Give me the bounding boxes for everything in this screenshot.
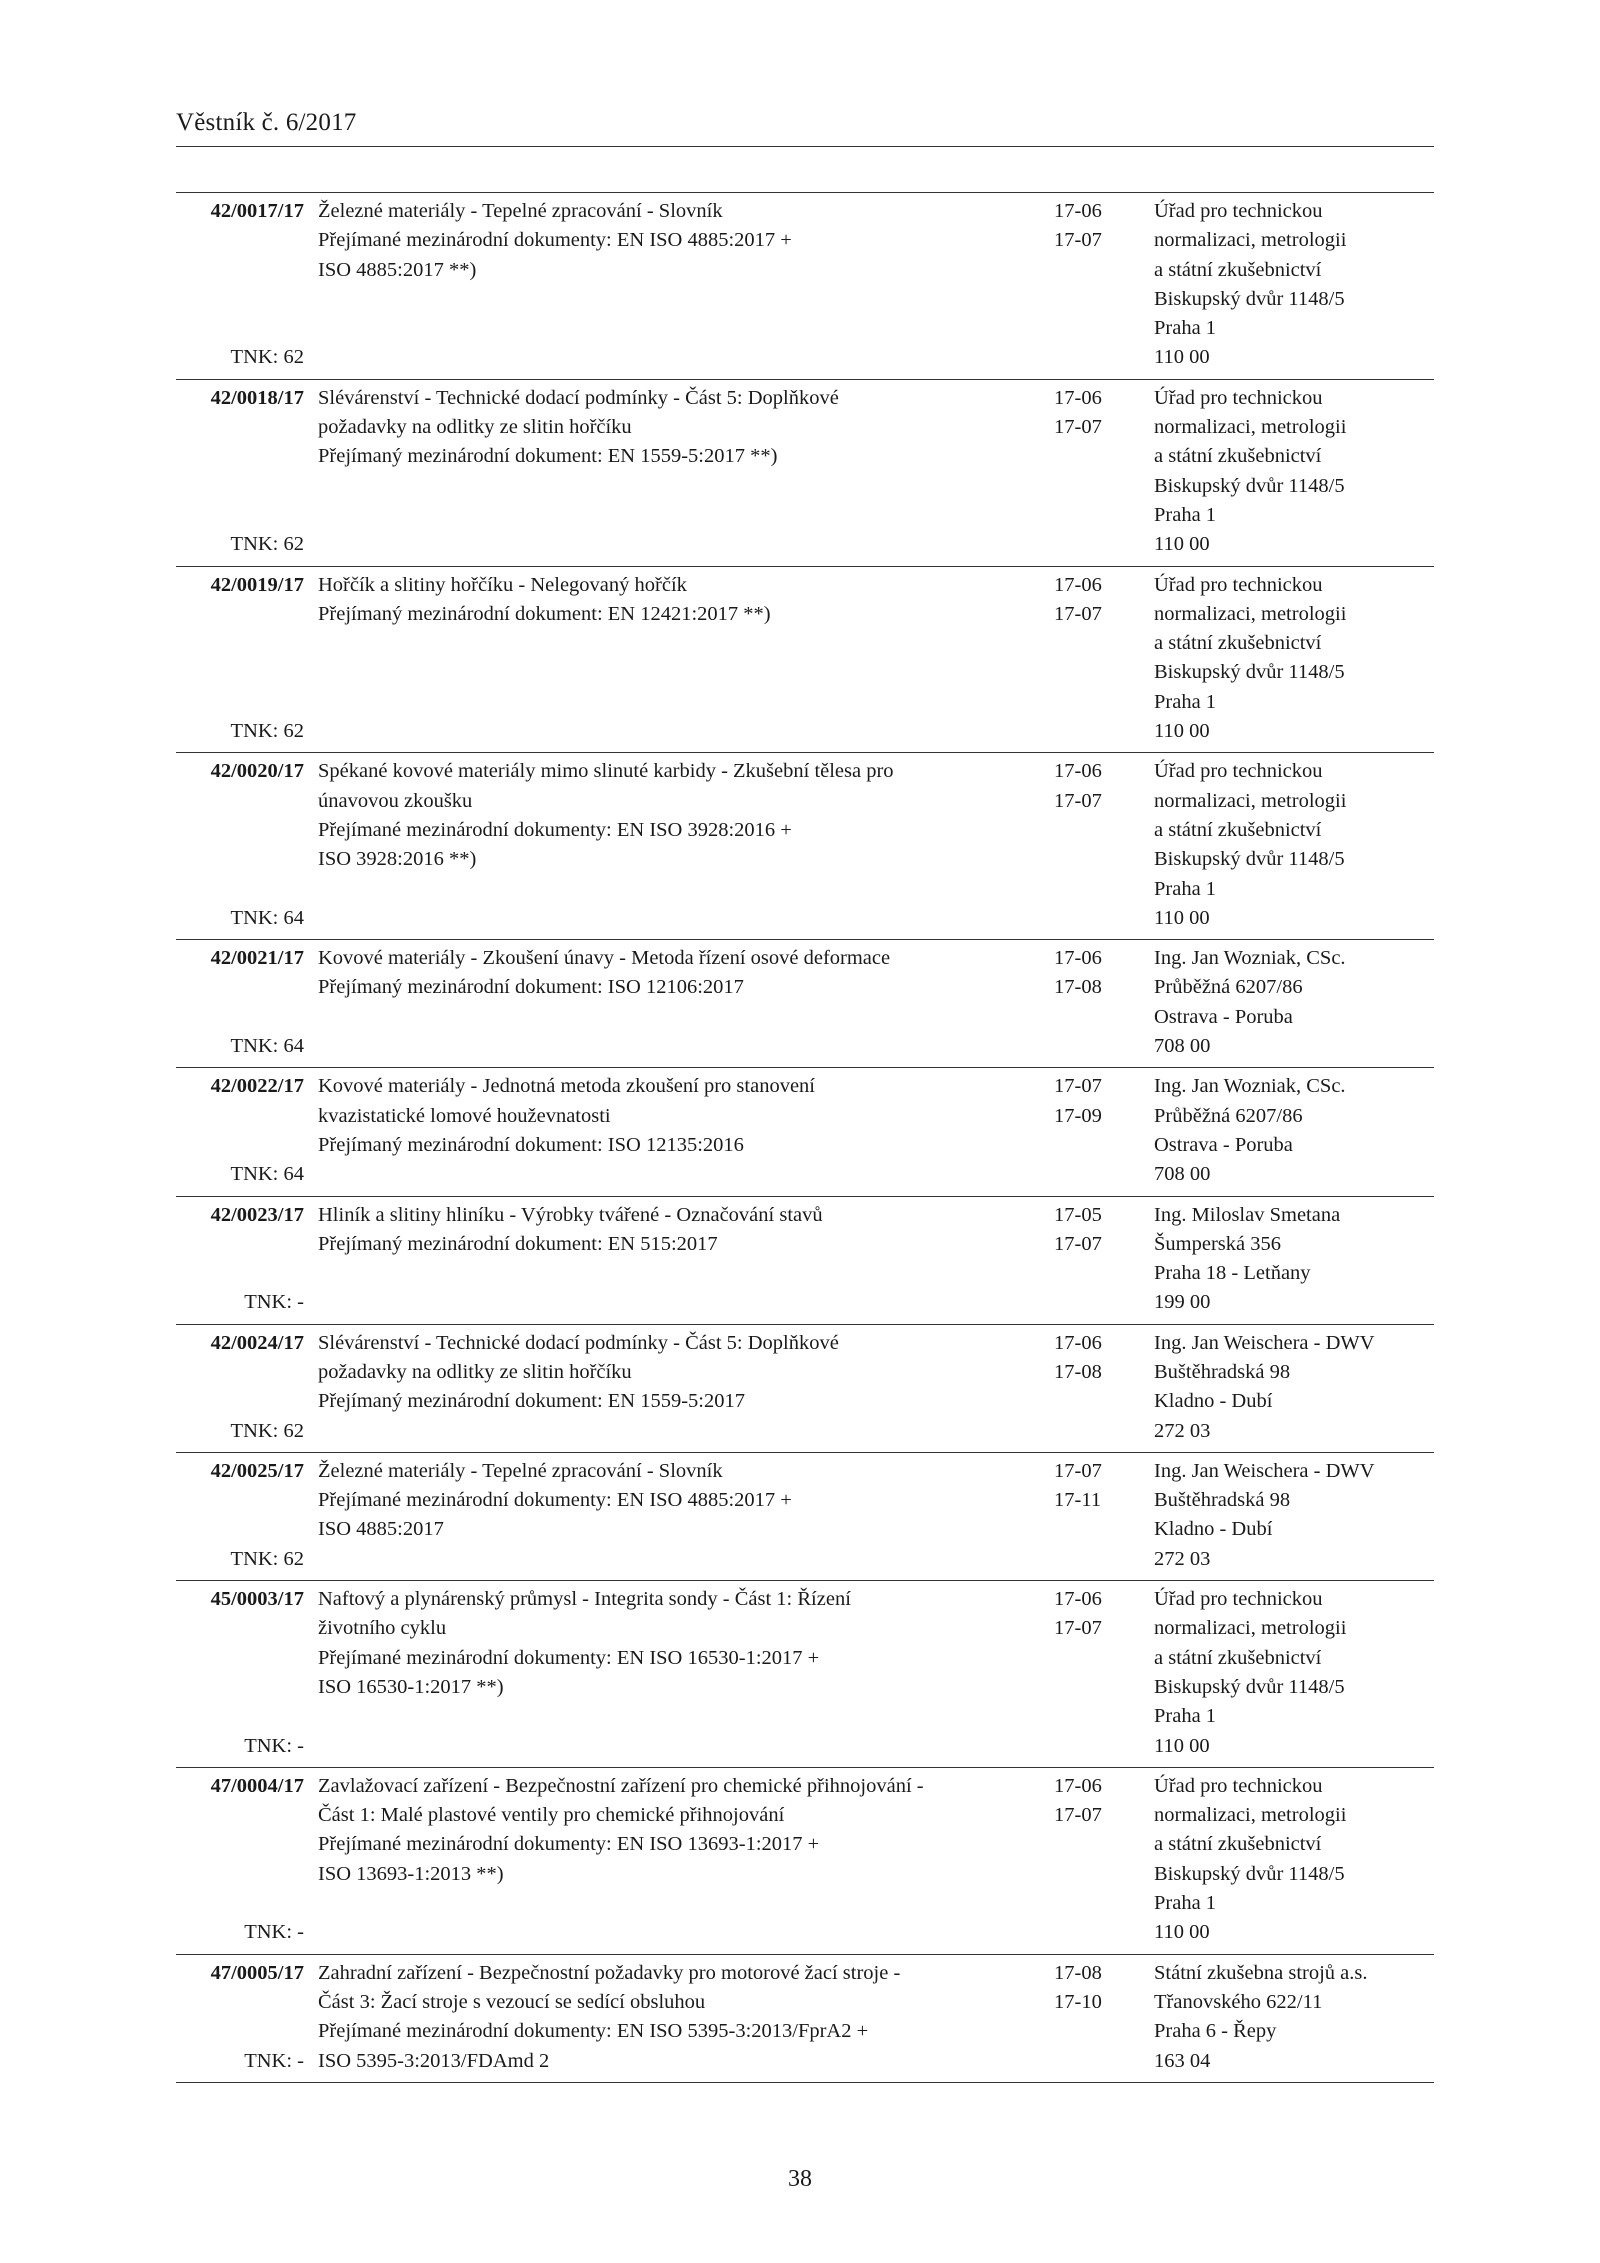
- entry-tnk: TNK: -: [244, 1921, 304, 1944]
- address-line: Praha 1: [1154, 503, 1217, 526]
- entry-processor-address: [1150, 1959, 1434, 2076]
- entry-dates: [1038, 1329, 1150, 1446]
- description-line: ISO 16530-1:2017 **): [318, 1675, 504, 1698]
- entry-processor-address: [1150, 757, 1434, 933]
- date-code: 17-07: [1054, 602, 1102, 625]
- date-code: 17-08: [1054, 1961, 1102, 1984]
- address-line: Praha 1: [1154, 317, 1217, 340]
- date-code: 17-07: [1054, 229, 1102, 252]
- address-line: Ing. Jan Weischera - DWV: [1154, 1459, 1375, 1482]
- entry-processor-address: [1150, 1585, 1434, 1761]
- address-line: Šumperská 356: [1154, 1232, 1281, 1255]
- entry-tnk: TNK: 64: [230, 1035, 304, 1058]
- description-line: Železné materiály - Tepelné zpracování - Slovník: [318, 1459, 723, 1482]
- date-code: 17-08: [1054, 1360, 1102, 1383]
- date-code: 17-06: [1054, 1588, 1102, 1611]
- entry-number: 47/0004/17: [210, 1774, 304, 1797]
- entry-number-column: [176, 571, 318, 747]
- entry-tnk: TNK: 64: [230, 906, 304, 929]
- address-line: normalizaci, metrologii: [1154, 229, 1347, 252]
- description-line: Přejímaný mezinárodní dokument: EN 12421:2017 **): [318, 602, 771, 625]
- entry-number-column: [176, 197, 318, 373]
- description-line: Spékané kovové materiály mimo slinuté karbidy - Zkušební tělesa pro: [318, 760, 894, 783]
- entry-tnk: TNK: 62: [230, 533, 304, 556]
- entry-dates: [1038, 571, 1150, 747]
- entry-number-column: [176, 384, 318, 560]
- address-line: Praha 6 - Řepy: [1154, 2020, 1277, 2043]
- entry-number-column: [176, 757, 318, 933]
- date-code: 17-06: [1054, 1774, 1102, 1797]
- address-line: Praha 1: [1154, 1892, 1217, 1915]
- address-line: Ing. Jan Wozniak, CSc.: [1154, 1075, 1346, 1098]
- description-line: Přejímané mezinárodní dokumenty: EN ISO 16530-1:2017 +: [318, 1646, 820, 1669]
- entry-dates: [1038, 1959, 1150, 2076]
- description-line: Přejímaný mezinárodní dokument: EN 515:2017: [318, 1232, 718, 1255]
- entry-number: 42/0025/17: [210, 1459, 304, 1482]
- entry-number-column: [176, 1959, 318, 2076]
- entry-tnk: TNK: 62: [230, 1547, 304, 1570]
- address-line: Praha 1: [1154, 690, 1217, 713]
- address-line: a státní zkušebnictví: [1154, 1646, 1322, 1669]
- description-line: ISO 4885:2017 **): [318, 258, 477, 281]
- entry-processor-address: [1150, 384, 1434, 560]
- address-line: normalizaci, metrologii: [1154, 602, 1347, 625]
- description-line: Kovové materiály - Jednotná metoda zkoušení pro stanovení: [318, 1075, 815, 1098]
- date-code: 17-06: [1054, 947, 1102, 970]
- address-line: a státní zkušebnictví: [1154, 445, 1322, 468]
- address-line: Úřad pro technickou: [1154, 200, 1323, 222]
- address-line: 110 00: [1154, 533, 1210, 556]
- registry-entry: [176, 193, 1434, 380]
- registry-entry: [176, 380, 1434, 567]
- address-line: Ostrava - Poruba: [1154, 1133, 1293, 1156]
- entry-number: 42/0017/17: [210, 200, 304, 222]
- description-line: Přejímané mezinárodní dokumenty: EN ISO 5395-3:2013/FprA2 +: [318, 2020, 869, 2043]
- address-line: Třanovského 622/11: [1154, 1990, 1323, 2013]
- entry-number-column: [176, 1585, 318, 1761]
- page-header: [176, 108, 1434, 147]
- description-line: ISO 5395-3:2013/FDAmd 2: [318, 2049, 550, 2072]
- address-line: a státní zkušebnictví: [1154, 258, 1322, 281]
- description-line: ISO 13693-1:2013 **): [318, 1862, 504, 1885]
- entry-tnk: TNK: -: [244, 1734, 304, 1757]
- address-line: Průběžná 6207/86: [1154, 976, 1303, 999]
- description-line: únavovou zkoušku: [318, 789, 473, 812]
- address-line: Ing. Jan Wozniak, CSc.: [1154, 947, 1346, 970]
- address-line: 708 00: [1154, 1163, 1211, 1186]
- registry-entry: [176, 1197, 1434, 1325]
- address-line: a státní zkušebnictví: [1154, 632, 1322, 655]
- address-line: normalizaci, metrologii: [1154, 416, 1347, 439]
- description-line: životního cyklu: [318, 1617, 447, 1640]
- address-line: 708 00: [1154, 1035, 1211, 1058]
- entry-description: [318, 1329, 1038, 1446]
- address-line: 110 00: [1154, 346, 1210, 369]
- standards-registry-table: [176, 192, 1434, 2083]
- registry-entry: [176, 940, 1434, 1068]
- address-line: a státní zkušebnictví: [1154, 818, 1322, 841]
- description-line: Přejímané mezinárodní dokumenty: EN ISO 13693-1:2017 +: [318, 1833, 820, 1856]
- entry-description: [318, 197, 1038, 373]
- entry-tnk: TNK: 62: [230, 1419, 304, 1442]
- address-line: Úřad pro technickou: [1154, 1588, 1323, 1611]
- address-line: Biskupský dvůr 1148/5: [1154, 848, 1345, 871]
- entry-processor-address: [1150, 1772, 1434, 1948]
- entry-dates: [1038, 1072, 1150, 1189]
- address-line: Biskupský dvůr 1148/5: [1154, 1675, 1345, 1698]
- entry-number-column: [176, 1201, 318, 1318]
- registry-entry: [176, 753, 1434, 940]
- entry-description: [318, 1072, 1038, 1189]
- address-line: 272 03: [1154, 1419, 1211, 1442]
- description-line: Přejímaný mezinárodní dokument: ISO 12135:2016: [318, 1133, 744, 1156]
- entry-tnk: TNK: 62: [230, 720, 304, 743]
- entry-description: [318, 1585, 1038, 1761]
- entry-number: 42/0018/17: [210, 386, 304, 409]
- description-line: Přejímaný mezinárodní dokument: EN 1559-5:2017: [318, 1390, 746, 1413]
- entry-processor-address: [1150, 1457, 1434, 1574]
- entry-number-column: [176, 1329, 318, 1446]
- description-line: Hliník a slitiny hliníku - Výrobky tvářené - Označování stavů: [318, 1203, 823, 1226]
- address-line: 199 00: [1154, 1291, 1211, 1314]
- address-line: Ostrava - Poruba: [1154, 1005, 1293, 1028]
- date-code: 17-07: [1054, 1617, 1102, 1640]
- journal-title: Věstník č. 6/2017: [176, 109, 357, 136]
- address-line: Průběžná 6207/86: [1154, 1104, 1303, 1127]
- description-line: Přejímané mezinárodní dokumenty: EN ISO 4885:2017 +: [318, 229, 792, 252]
- date-code: 17-07: [1054, 1075, 1102, 1098]
- description-line: Železné materiály - Tepelné zpracování - Slovník: [318, 200, 723, 222]
- address-line: normalizaci, metrologii: [1154, 789, 1347, 812]
- description-line: Část 1: Malé plastové ventily pro chemické přihnojování: [318, 1804, 785, 1827]
- address-line: Praha 18 - Letňany: [1154, 1262, 1311, 1285]
- entry-number-column: [176, 1457, 318, 1574]
- entry-tnk: TNK: -: [244, 2049, 304, 2072]
- address-line: Biskupský dvůr 1148/5: [1154, 474, 1345, 497]
- entry-dates: [1038, 1201, 1150, 1318]
- entry-number: 42/0020/17: [210, 760, 304, 783]
- description-line: Zahradní zařízení - Bezpečnostní požadavky pro motorové žací stroje -: [318, 1961, 901, 1984]
- address-line: Státní zkušebna strojů a.s.: [1154, 1961, 1368, 1984]
- registry-entry: [176, 567, 1434, 754]
- entry-description: [318, 1959, 1038, 2076]
- address-line: Úřad pro technickou: [1154, 573, 1323, 596]
- entry-description: [318, 1457, 1038, 1574]
- date-code: 17-09: [1054, 1104, 1102, 1127]
- address-line: 110 00: [1154, 1734, 1210, 1757]
- date-code: 17-06: [1054, 573, 1102, 596]
- description-line: Naftový a plynárenský průmysl - Integrita sondy - Část 1: Řízení: [318, 1588, 851, 1611]
- address-line: Buštěhradská 98: [1154, 1360, 1291, 1383]
- description-line: ISO 3928:2016 **): [318, 848, 477, 871]
- address-line: Kladno - Dubí: [1154, 1390, 1273, 1413]
- description-line: Hořčík a slitiny hořčíku - Nelegovaný hořčík: [318, 573, 687, 596]
- registry-entry: [176, 1955, 1434, 2083]
- entry-processor-address: [1150, 571, 1434, 747]
- date-code: 17-10: [1054, 1990, 1102, 2013]
- description-line: požadavky na odlitky ze slitin hořčíku: [318, 416, 632, 439]
- address-line: normalizaci, metrologii: [1154, 1617, 1347, 1640]
- address-line: Biskupský dvůr 1148/5: [1154, 661, 1345, 684]
- entry-description: [318, 571, 1038, 747]
- description-line: Zavlažovací zařízení - Bezpečnostní zařízení pro chemické přihnojování -: [318, 1774, 924, 1797]
- entry-number: 42/0021/17: [210, 947, 304, 970]
- description-line: Přejímané mezinárodní dokumenty: EN ISO 3928:2016 +: [318, 818, 792, 841]
- entry-number-column: [176, 944, 318, 1061]
- entry-number-column: [176, 1072, 318, 1189]
- date-code: 17-06: [1054, 1331, 1102, 1354]
- address-line: Úřad pro technickou: [1154, 386, 1323, 409]
- date-code: 17-07: [1054, 1804, 1102, 1827]
- entry-description: [318, 757, 1038, 933]
- entry-number: 42/0019/17: [210, 573, 304, 596]
- entry-number: 42/0022/17: [210, 1075, 304, 1098]
- entry-description: [318, 1772, 1038, 1948]
- entry-dates: [1038, 1457, 1150, 1574]
- date-code: 17-07: [1054, 789, 1102, 812]
- entry-number: 47/0005/17: [210, 1961, 304, 1984]
- entry-dates: [1038, 197, 1150, 373]
- address-line: Praha 1: [1154, 877, 1217, 900]
- registry-entry: [176, 1453, 1434, 1581]
- date-code: 17-06: [1054, 760, 1102, 783]
- page-number: 38: [788, 2166, 812, 2192]
- description-line: Slévárenství - Technické dodací podmínky - Část 5: Doplňkové: [318, 1331, 839, 1354]
- entry-number: 42/0023/17: [210, 1203, 304, 1226]
- address-line: normalizaci, metrologii: [1154, 1804, 1347, 1827]
- date-code: 17-06: [1054, 386, 1102, 409]
- description-line: Část 3: Žací stroje s vezoucí se sedící obsluhou: [318, 1990, 706, 2013]
- address-line: 110 00: [1154, 906, 1210, 929]
- description-line: Přejímané mezinárodní dokumenty: EN ISO 4885:2017 +: [318, 1489, 792, 1512]
- entry-tnk: TNK: 64: [230, 1163, 304, 1186]
- entry-number-column: [176, 1772, 318, 1948]
- entry-processor-address: [1150, 1201, 1434, 1318]
- entry-dates: [1038, 944, 1150, 1061]
- address-line: Ing. Miloslav Smetana: [1154, 1203, 1341, 1226]
- entry-processor-address: [1150, 1329, 1434, 1446]
- entry-processor-address: [1150, 944, 1434, 1061]
- entry-dates: [1038, 1585, 1150, 1761]
- address-line: Buštěhradská 98: [1154, 1489, 1291, 1512]
- entry-description: [318, 384, 1038, 560]
- address-line: a státní zkušebnictví: [1154, 1833, 1322, 1856]
- entry-processor-address: [1150, 1072, 1434, 1189]
- description-line: požadavky na odlitky ze slitin hořčíku: [318, 1360, 632, 1383]
- description-line: Slévárenství - Technické dodací podmínky - Část 5: Doplňkové: [318, 386, 839, 409]
- description-line: ISO 4885:2017: [318, 1518, 444, 1541]
- address-line: Kladno - Dubí: [1154, 1518, 1273, 1541]
- date-code: 17-06: [1054, 200, 1102, 222]
- address-line: Biskupský dvůr 1148/5: [1154, 287, 1345, 310]
- entry-number: 42/0024/17: [210, 1331, 304, 1354]
- address-line: Úřad pro technickou: [1154, 760, 1323, 783]
- entry-tnk: TNK: -: [244, 1291, 304, 1314]
- address-line: Biskupský dvůr 1148/5: [1154, 1862, 1345, 1885]
- registry-entry: [176, 1325, 1434, 1453]
- address-line: Úřad pro technickou: [1154, 1774, 1323, 1797]
- date-code: 17-07: [1054, 416, 1102, 439]
- date-code: 17-05: [1054, 1203, 1102, 1226]
- registry-entry: [176, 1768, 1434, 1955]
- registry-entry: [176, 1581, 1434, 1768]
- entry-number: 45/0003/17: [210, 1588, 304, 1611]
- date-code: 17-07: [1054, 1232, 1102, 1255]
- description-line: Přejímaný mezinárodní dokument: ISO 12106:2017: [318, 976, 744, 999]
- date-code: 17-08: [1054, 976, 1102, 999]
- entry-processor-address: [1150, 197, 1434, 373]
- entry-description: [318, 1201, 1038, 1318]
- address-line: 110 00: [1154, 720, 1210, 743]
- registry-entry: [176, 1068, 1434, 1196]
- date-code: 17-07: [1054, 1459, 1102, 1482]
- address-line: 110 00: [1154, 1921, 1210, 1944]
- address-line: 272 03: [1154, 1547, 1211, 1570]
- address-line: Praha 1: [1154, 1705, 1217, 1728]
- description-line: Kovové materiály - Zkoušení únavy - Metoda řízení osové deformace: [318, 947, 891, 970]
- date-code: 17-11: [1054, 1489, 1102, 1512]
- entry-dates: [1038, 757, 1150, 933]
- entry-tnk: TNK: 62: [230, 346, 304, 369]
- entry-dates: [1038, 384, 1150, 560]
- description-line: kvazistatické lomové houževnatosti: [318, 1104, 611, 1127]
- entry-dates: [1038, 1772, 1150, 1948]
- address-line: 163 04: [1154, 2049, 1211, 2072]
- entry-description: [318, 944, 1038, 1061]
- address-line: Ing. Jan Weischera - DWV: [1154, 1331, 1375, 1354]
- description-line: Přejímaný mezinárodní dokument: EN 1559-5:2017 **): [318, 445, 778, 468]
